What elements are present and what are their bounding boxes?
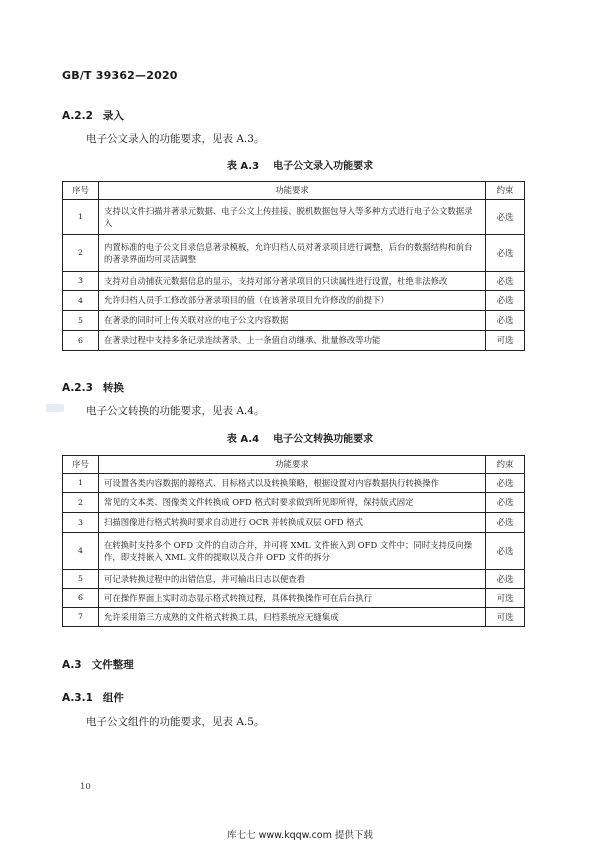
row-index: 5 bbox=[63, 311, 99, 331]
row-index: 3 bbox=[63, 513, 99, 533]
row-index: 4 bbox=[63, 291, 99, 311]
section-title: 组件 bbox=[102, 692, 124, 704]
section-title: 文件整理 bbox=[91, 659, 134, 671]
table-caption-a4 bbox=[0, 430, 600, 445]
row-index: 1 bbox=[63, 200, 99, 235]
row-constraint: 必选 bbox=[486, 474, 525, 493]
table-a4 bbox=[62, 455, 525, 627]
section-heading-a23 bbox=[62, 380, 124, 395]
table-caption-a3 bbox=[0, 157, 600, 172]
row-constraint: 可选 bbox=[486, 608, 525, 627]
row-requirement: 在著录的同时可上传关联对应的电子公文内容数据 bbox=[99, 311, 486, 331]
header-requirement: 功能要求 bbox=[99, 456, 486, 474]
row-constraint: 必选 bbox=[486, 570, 525, 589]
row-index: 2 bbox=[63, 235, 99, 272]
header-requirement: 功能要求 bbox=[99, 182, 486, 200]
row-constraint: 可选 bbox=[486, 331, 525, 351]
table-row bbox=[63, 570, 525, 589]
table-row bbox=[63, 200, 525, 235]
section-number: A.2.2 bbox=[62, 110, 93, 122]
row-constraint: 必选 bbox=[486, 493, 525, 513]
row-requirement: 支持对自动捕获元数据信息的显示，支持对部分著录项目的只读属性进行设置，杜绝非法修改 bbox=[99, 272, 486, 291]
row-index: 6 bbox=[63, 589, 99, 608]
table-title: 电子公文转换功能要求 bbox=[273, 434, 374, 445]
row-index: 1 bbox=[63, 474, 99, 493]
table-row bbox=[63, 272, 525, 291]
section-heading-a31 bbox=[62, 690, 124, 705]
row-constraint: 可选 bbox=[486, 589, 525, 608]
row-constraint: 必选 bbox=[486, 272, 525, 291]
header-constraint: 约束 bbox=[486, 182, 525, 200]
table-number: 表 A.4 bbox=[226, 434, 260, 445]
row-requirement: 允许归档人员手工修改部分著录项目的值（在该著录项目允许修改的前提下） bbox=[99, 291, 486, 311]
download-footer: 库七七 www.kqqw.com 提供下载 bbox=[227, 830, 373, 841]
margin-mark bbox=[46, 404, 64, 412]
table-row bbox=[63, 331, 525, 351]
row-constraint: 必选 bbox=[486, 235, 525, 272]
section-number: A.3.1 bbox=[62, 692, 93, 704]
table-row bbox=[63, 311, 525, 331]
table-row bbox=[63, 608, 525, 627]
standard-code-header: GB/T 39362—2020 bbox=[62, 69, 178, 82]
section-intro-a23: 电子公文转换的功能要求，见表 A.4。 bbox=[86, 405, 265, 417]
table-row bbox=[63, 235, 525, 272]
row-constraint: 必选 bbox=[486, 200, 525, 235]
header-index: 序号 bbox=[63, 456, 99, 474]
row-index: 5 bbox=[63, 570, 99, 589]
row-index: 7 bbox=[63, 608, 99, 627]
header-constraint: 约束 bbox=[486, 456, 525, 474]
section-heading-a22 bbox=[62, 108, 124, 123]
table-row bbox=[63, 474, 525, 493]
section-title: 录入 bbox=[102, 110, 124, 122]
table-row bbox=[63, 533, 525, 570]
table-row bbox=[63, 291, 525, 311]
row-requirement: 可记录转换过程中的出错信息，并可输出日志以便查看 bbox=[99, 570, 486, 589]
table-title: 电子公文录入功能要求 bbox=[273, 161, 374, 172]
row-requirement: 内置标准的电子公文目录信息著录模板，允许归档人员对著录项目进行调整，后台的数据结构和前台的著录界面均可灵活调整 bbox=[99, 235, 486, 272]
table-number: 表 A.3 bbox=[226, 161, 260, 172]
section-number: A.3 bbox=[62, 659, 82, 671]
table-row bbox=[63, 513, 525, 533]
section-heading-a3 bbox=[62, 657, 134, 672]
row-index: 4 bbox=[63, 533, 99, 570]
row-requirement: 常见的文本类、图像类文件转换成 OFD 格式时要求做到所见即所得，保持版式固定 bbox=[99, 493, 486, 513]
section-intro-a22: 电子公文录入的功能要求，见表 A.3。 bbox=[86, 133, 265, 145]
row-requirement: 可设置各类内容数据的源格式、目标格式以及转换策略，根据设置对内容数据执行转换操作 bbox=[99, 474, 486, 493]
row-constraint: 必选 bbox=[486, 533, 525, 570]
table-a3 bbox=[62, 181, 525, 351]
row-index: 6 bbox=[63, 331, 99, 351]
row-requirement: 允许采用第三方成熟的文件格式转换工具，归档系统应无缝集成 bbox=[99, 608, 486, 627]
page-number: 10 bbox=[80, 782, 91, 792]
row-requirement: 在著录过程中支持多条记录连续著录、上一条值自动继承、批量修改等功能 bbox=[99, 331, 486, 351]
section-number: A.2.3 bbox=[62, 382, 93, 394]
table-header-row bbox=[63, 182, 525, 200]
row-requirement: 扫描图像进行格式转换时要求自动进行 OCR 并转换成双层 OFD 格式 bbox=[99, 513, 486, 533]
table-row bbox=[63, 589, 525, 608]
row-constraint: 必选 bbox=[486, 513, 525, 533]
section-intro-a31: 电子公文组件的功能要求，见表 A.5。 bbox=[86, 716, 265, 728]
row-requirement: 在转换时支持多个 OFD 文件的自动合并，并可将 XML 文件嵌入到 OFD 文件中；同时支持反向操作，即支持嵌入 XML 文件的提取以及合并 OFD 文件的拆分 bbox=[99, 533, 486, 570]
row-requirement: 可在操作界面上实时动态显示格式转换过程，具体转换操作可在后台执行 bbox=[99, 589, 486, 608]
header-index: 序号 bbox=[63, 182, 99, 200]
row-index: 2 bbox=[63, 493, 99, 513]
section-title: 转换 bbox=[102, 382, 124, 394]
row-constraint: 必选 bbox=[486, 311, 525, 331]
row-index: 3 bbox=[63, 272, 99, 291]
row-constraint: 必选 bbox=[486, 291, 525, 311]
row-requirement: 支持以文件扫描并著录元数据、电子公文上传挂接、脱机数据包导入等多种方式进行电子公文数据录入 bbox=[99, 200, 486, 235]
table-row bbox=[63, 493, 525, 513]
table-header-row bbox=[63, 456, 525, 474]
